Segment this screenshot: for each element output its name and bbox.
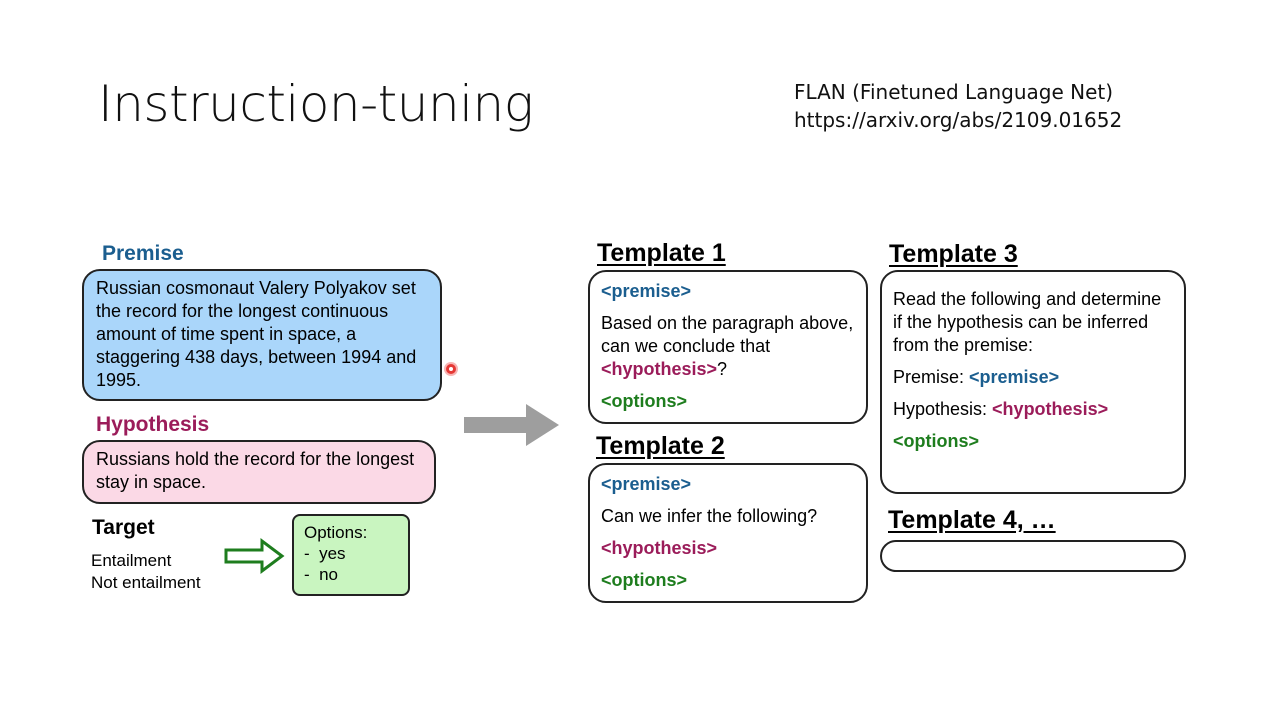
template-4-box: [880, 540, 1186, 572]
template-2-box: [588, 463, 868, 603]
target-item: Entailment: [91, 551, 172, 570]
template-1-question: [601, 312, 855, 381]
template-1-box: [588, 270, 868, 424]
template-4-title: Template 4, …: [888, 506, 1056, 534]
cursor-indicator: [446, 364, 456, 374]
hypothesis-tag: <hypothesis>: [992, 399, 1109, 419]
options-tag: <options>: [601, 570, 688, 590]
premise-label: Premise: [102, 242, 184, 265]
template-3-title: Template 3: [889, 240, 1018, 268]
premise-tag: <premise>: [601, 474, 692, 494]
target-list: [91, 550, 201, 594]
slide-title: Instruction-tuning: [98, 75, 534, 133]
target-item: Not entailment: [91, 573, 201, 592]
hypothesis-tag: <hypothesis>: [601, 538, 718, 558]
hypothesis-text: Russians hold the record for the longest stay in space.: [96, 449, 415, 492]
green-arrow-icon: [224, 538, 286, 574]
hypothesis-box: [82, 440, 436, 504]
hypothesis-label: Hypothesis:: [893, 399, 993, 419]
template-3-box: [880, 270, 1186, 494]
hypothesis-tag: <hypothesis>: [601, 359, 718, 379]
options-title: Options:: [304, 523, 368, 542]
question-text: Based on the paragraph above, can we conclude that: [601, 313, 854, 356]
options-item: - no: [304, 565, 339, 584]
template-3-hypothesis-line: [893, 398, 1173, 421]
premise-tag: <premise>: [601, 281, 692, 301]
options-box: [292, 514, 410, 596]
premise-box: [82, 269, 442, 401]
template-2-title: Template 2: [596, 432, 725, 460]
reference-name: FLAN (Finetuned Language Net): [794, 80, 1114, 104]
premise-tag: <premise>: [969, 367, 1060, 387]
template-3-premise-line: [893, 366, 1173, 389]
template-3-instruction: Read the following and determine if the hypothesis can be inferred from the premise:: [893, 289, 1162, 355]
premise-label: Premise:: [893, 367, 970, 387]
options-item: - yes: [304, 544, 346, 563]
hypothesis-label: Hypothesis: [96, 413, 210, 436]
premise-text: Russian cosmonaut Valery Polyakov set the record for the longest continuous amount of time spent in space, a staggering 438 days, between 1994 and 1995.: [96, 278, 417, 390]
options-tag: <options>: [893, 431, 980, 451]
options-tag: <options>: [601, 391, 688, 411]
reference-url: https://arxiv.org/abs/2109.01652: [794, 108, 1123, 132]
reference: [794, 78, 1122, 134]
gray-arrow-icon: [462, 402, 562, 448]
template-2-question: Can we infer the following?: [601, 506, 818, 526]
question-mark: ?: [717, 359, 728, 379]
template-1-title: Template 1: [597, 239, 726, 267]
target-label: Target: [92, 516, 155, 539]
